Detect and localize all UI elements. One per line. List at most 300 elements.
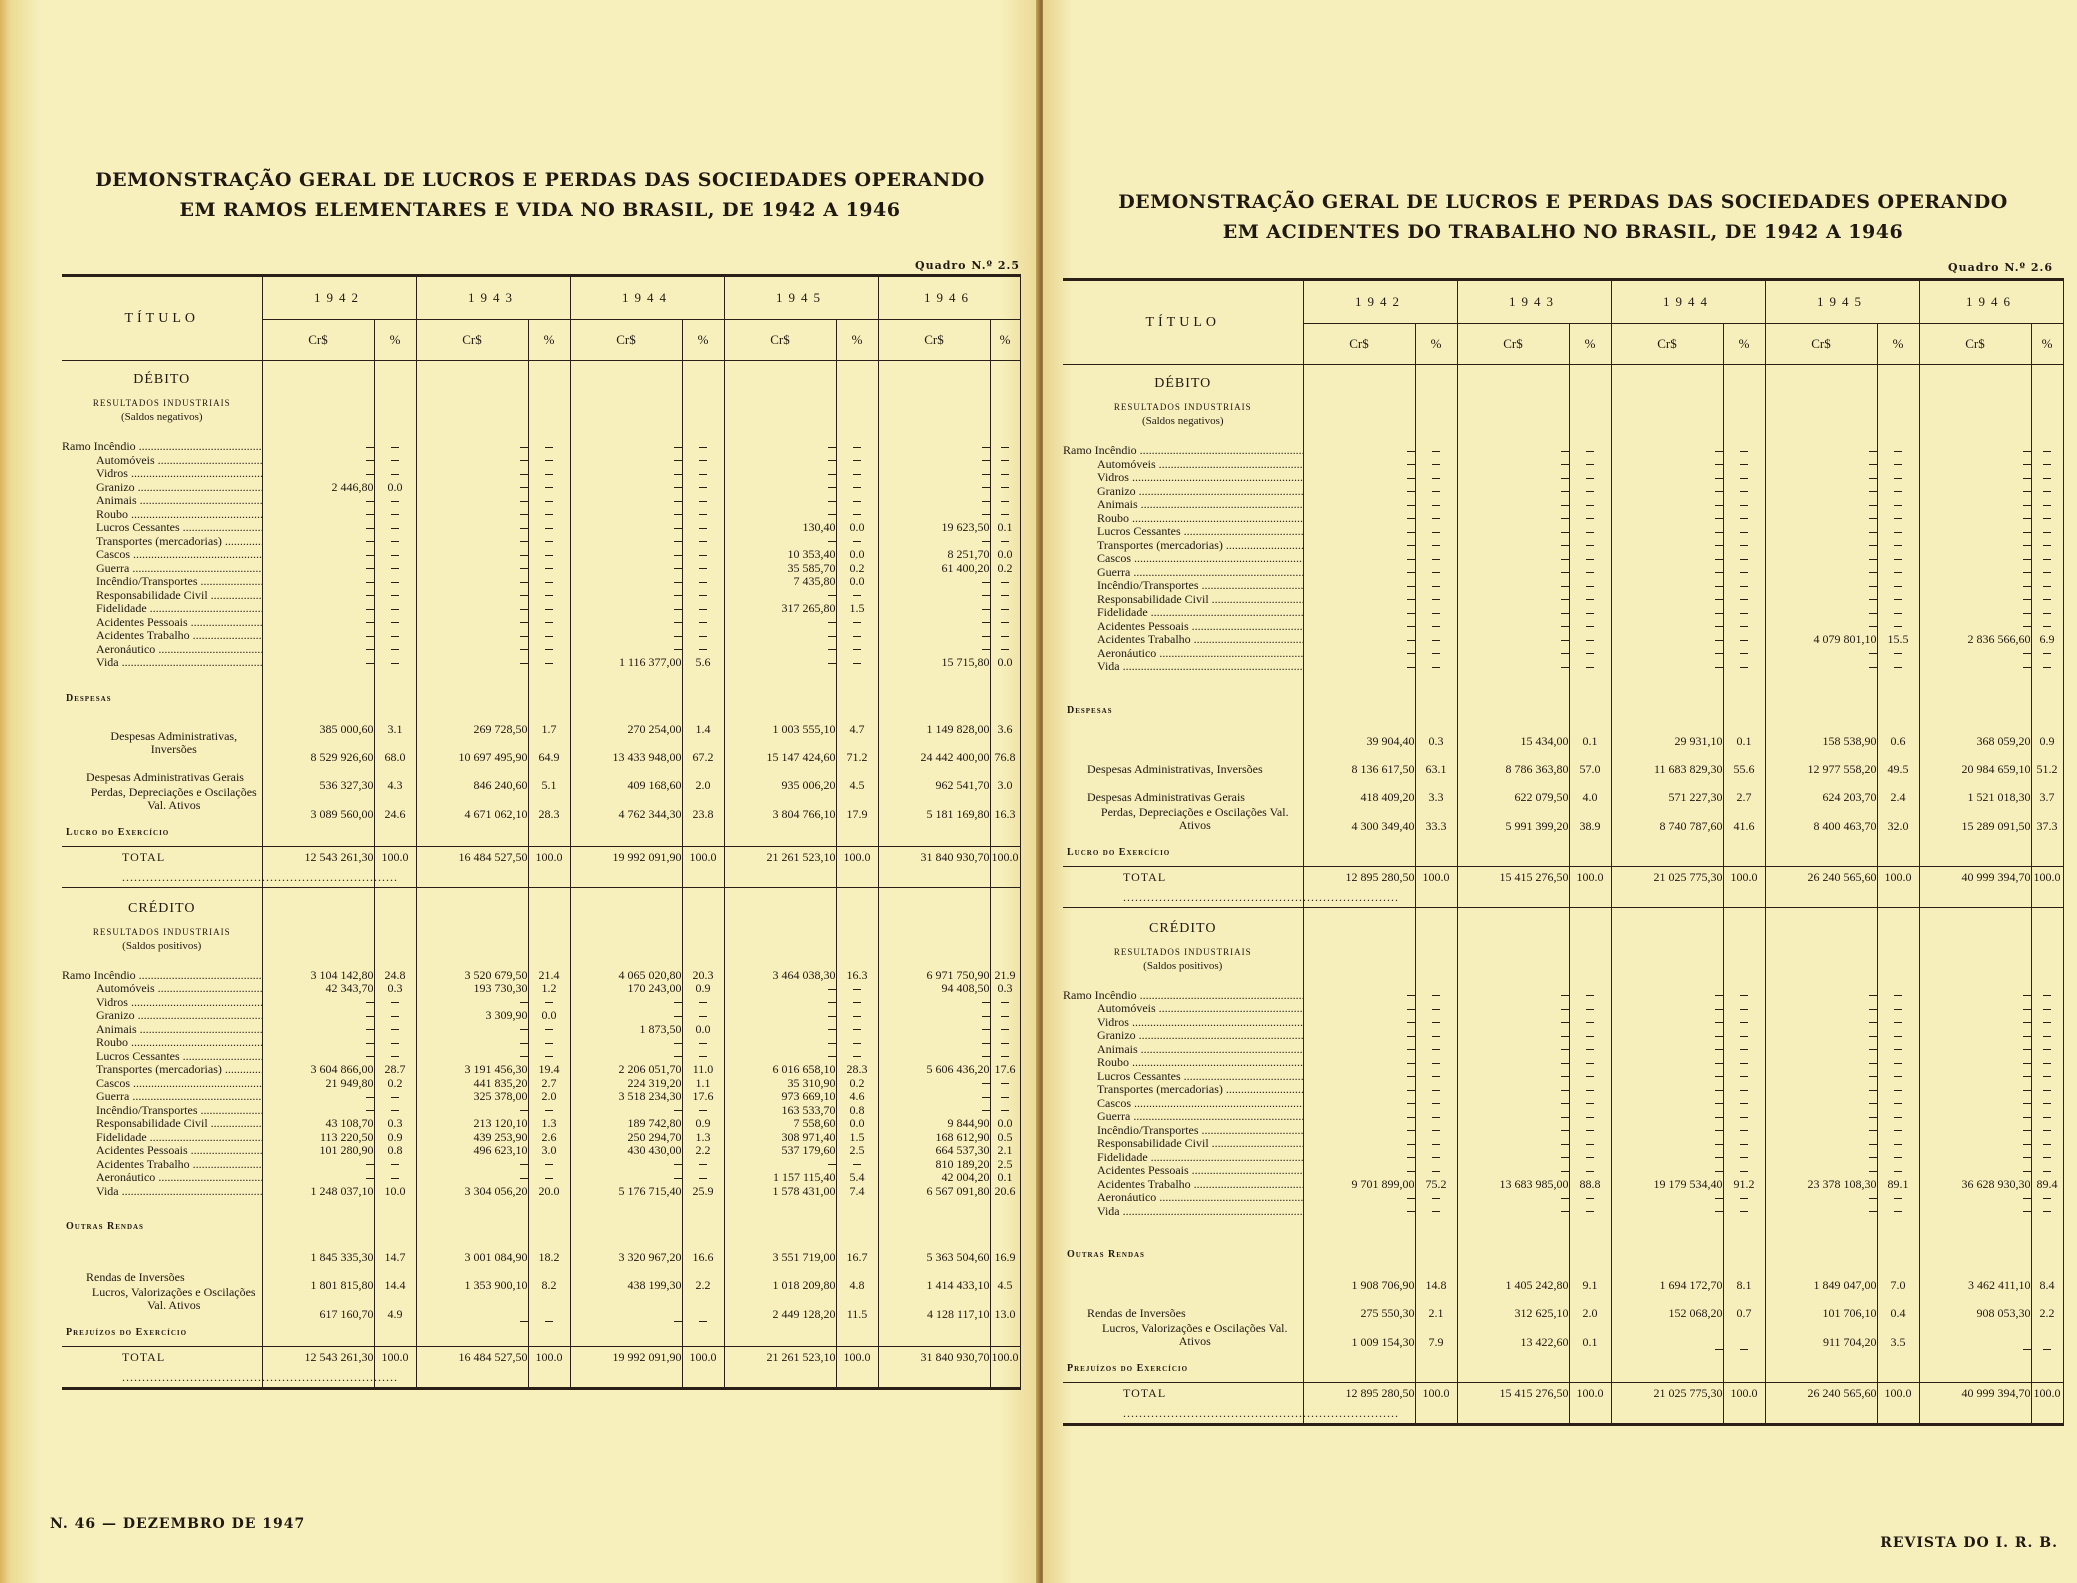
percent-cell <box>683 1009 724 1023</box>
total-amount-cell: 19 992 091,90 <box>570 1347 682 1389</box>
amount-cell <box>571 440 682 454</box>
amount-cell: 3 518 234,30 <box>618 1089 682 1103</box>
amount-cell: 193 730,30 <box>473 981 528 995</box>
dash-mark <box>1586 1063 1594 1064</box>
percent-cell <box>1724 1056 1765 1070</box>
percent-cell <box>2032 1016 2063 1030</box>
percent-cell: 2.7 <box>541 1075 557 1090</box>
percent-cell <box>1878 593 1919 607</box>
percent-cell <box>1724 633 1765 647</box>
percent-cell <box>529 1050 570 1064</box>
year-header-1945: 1945 <box>724 276 878 320</box>
percent-cell <box>529 440 570 454</box>
spacer-cell <box>1766 1218 1877 1264</box>
percent-cell <box>375 1050 416 1064</box>
dash-mark <box>1407 1117 1415 1118</box>
dash-mark <box>982 501 990 502</box>
dash-mark <box>2023 545 2031 546</box>
dash-mark <box>366 663 374 664</box>
spacer-cell <box>879 670 990 708</box>
amount-cell <box>263 656 374 670</box>
dash-mark <box>1715 464 1723 465</box>
ramo-name: Cascos ..... <box>96 1077 262 1090</box>
dash-mark <box>1586 599 1594 600</box>
amount-cell: 13 433 948,00 <box>612 749 682 764</box>
amount-cell: 2 446,80 <box>331 479 374 494</box>
dash-mark <box>545 541 553 542</box>
amount-cell: 2 206 051,70 <box>618 1062 682 1076</box>
total-amount-cell: 12 543 261,30 <box>262 1347 374 1389</box>
dash-mark <box>1894 626 1902 627</box>
amount-cell: 152 068,20 <box>1668 1306 1723 1320</box>
percent-column <box>1723 365 1765 867</box>
dash-mark <box>1407 491 1415 492</box>
amount-cell <box>1612 660 1723 674</box>
dash-mark <box>1432 1198 1440 1199</box>
dash-mark <box>1715 518 1723 519</box>
dash-mark <box>2023 1211 2031 1212</box>
spacer-cell <box>1416 401 1457 414</box>
dash-mark <box>2043 1090 2051 1091</box>
percent-column <box>1723 907 1765 1383</box>
percent-cell <box>837 1050 878 1064</box>
dash-mark <box>366 460 374 461</box>
dash-mark <box>2023 1349 2031 1350</box>
percent-cell <box>1570 498 1611 512</box>
dash-mark <box>674 474 682 475</box>
dash-mark <box>1869 1103 1877 1104</box>
dash-mark <box>2023 667 2031 668</box>
ramo-label <box>62 656 262 670</box>
percent-cell <box>375 1009 416 1023</box>
ramo-name: Aeronáutico ..... <box>96 643 262 656</box>
dash-mark <box>1715 545 1723 546</box>
amount-cell <box>1304 1137 1415 1151</box>
amount-cell <box>1920 1110 2031 1124</box>
dash-mark <box>1561 1049 1569 1050</box>
total-percent-cell: 100.0 <box>374 1347 416 1389</box>
saldos-positivos-label: (Saldos positivos) <box>1143 959 1223 972</box>
value-column <box>262 361 374 847</box>
percent-cell <box>1570 1002 1611 1016</box>
percent-cell: 32.0 <box>1887 818 1909 833</box>
percent-cell: 1.3 <box>541 1116 557 1130</box>
dash-mark <box>853 501 861 502</box>
dash-mark <box>1740 586 1748 587</box>
spacer-cell <box>1304 1218 1415 1264</box>
dash-mark <box>1586 1103 1594 1104</box>
ramo-name: Granizo ..... <box>96 1009 262 1022</box>
dash-mark <box>1869 1144 1877 1145</box>
currency-unit-header: Cr$ <box>1611 324 1723 365</box>
percent-cell <box>1416 525 1457 539</box>
spacer-cell <box>1570 946 1611 959</box>
ramo-label <box>1063 1137 1303 1151</box>
spacer-cell <box>375 397 416 410</box>
amount-cell <box>1766 525 1877 539</box>
amount-cell <box>1920 539 2031 553</box>
dash-mark <box>1407 626 1415 627</box>
amount-cell <box>571 521 682 535</box>
dash-mark <box>1586 1009 1594 1010</box>
dash-mark <box>2023 1171 2031 1172</box>
dash-mark <box>1740 545 1748 546</box>
dash-mark <box>1715 1090 1723 1091</box>
ramo-label <box>1063 633 1303 647</box>
dash-mark <box>853 649 861 650</box>
amount-cell <box>1920 552 2031 566</box>
value-column <box>1303 365 1415 867</box>
spacer-cell <box>991 939 1020 969</box>
percent-cell <box>837 589 878 603</box>
percent-cell: 2.7 <box>1736 789 1752 804</box>
renda-name: Lucros, Valorizações e Oscilações Val. Ativos <box>1102 1321 1288 1348</box>
spacer-cell <box>263 369 374 397</box>
spacer-cell <box>1766 373 1877 401</box>
amount-cell <box>417 589 528 603</box>
percent-cell: 24.8 <box>384 967 406 982</box>
header-row-years <box>1063 280 2063 324</box>
dash-mark <box>391 649 399 650</box>
dash-mark <box>1715 1171 1723 1172</box>
spacer-cell <box>571 397 682 410</box>
amount-cell <box>571 629 682 643</box>
percent-cell <box>1724 1164 1765 1178</box>
percent-cell: 7.9 <box>1428 1335 1444 1349</box>
percent-cell <box>1416 1151 1457 1165</box>
dash-mark <box>391 663 399 664</box>
percent-cell <box>2032 485 2063 499</box>
ramo-label <box>1063 647 1303 661</box>
amount-cell <box>1612 1137 1723 1151</box>
dash-mark <box>828 474 836 475</box>
dash-mark <box>1715 505 1723 506</box>
amount-cell <box>1920 1205 2031 1219</box>
spacer-cell <box>1570 918 1611 946</box>
spacer-cell <box>991 369 1020 397</box>
percent-cell <box>1416 606 1457 620</box>
percent-cell <box>1878 1151 1919 1165</box>
amount-cell <box>1920 1191 2031 1205</box>
amount-cell <box>1766 444 1877 458</box>
dash-mark <box>1740 1117 1748 1118</box>
total-amount-cell: 16 484 527,50 <box>416 846 528 887</box>
spacer-cell <box>375 939 416 969</box>
percent-cell <box>991 589 1020 603</box>
spacer-cell <box>683 939 724 969</box>
amount-cell <box>725 643 836 657</box>
dash-mark <box>699 582 707 583</box>
dash-mark <box>1715 626 1723 627</box>
percent-cell <box>529 996 570 1010</box>
amount-cell: 15 289 091,50 <box>1961 818 2031 833</box>
spacer-cell <box>837 939 878 969</box>
ramo-name: Cascos ..... <box>1097 1097 1303 1110</box>
dash-mark <box>674 514 682 515</box>
dash-mark <box>520 609 528 610</box>
amount-cell: 1 003 555,10 <box>772 721 836 736</box>
amount-cell <box>571 589 682 603</box>
ramo-label <box>62 996 262 1010</box>
percent-cell: 1.3 <box>695 1129 711 1144</box>
amount-cell <box>263 1023 374 1037</box>
amount-cell <box>725 996 836 1010</box>
spacer-cell <box>725 397 836 410</box>
dash-mark <box>1432 1036 1440 1037</box>
percent-cell: 4.5 <box>997 1278 1013 1292</box>
ramo-name: Fidelidade ..... <box>96 1131 262 1144</box>
amount-cell <box>1766 1029 1877 1043</box>
percent-cell <box>1878 579 1919 593</box>
percent-cell <box>1878 1002 1919 1016</box>
amount-cell <box>1766 1205 1877 1219</box>
dash-mark <box>1561 1076 1569 1077</box>
despesa-name: Despesas Administrativas Gerais <box>86 769 244 784</box>
amount-cell <box>1920 660 2031 674</box>
despesas-heading: Despesas <box>66 692 112 704</box>
spacer-cell <box>263 1198 374 1236</box>
percent-cell <box>2032 1151 2063 1165</box>
dash-mark <box>2043 653 2051 654</box>
percent-cell <box>1416 498 1457 512</box>
amount-cell <box>1304 579 1415 593</box>
spacer-cell <box>2032 918 2063 946</box>
amount-cell <box>417 656 528 670</box>
dash-mark <box>982 582 990 583</box>
spacer-cell <box>417 939 528 969</box>
dash-mark <box>699 636 707 637</box>
percent-cell <box>1878 1097 1919 1111</box>
percent-cell <box>2032 1070 2063 1084</box>
total-label: TOTAL ..... <box>62 847 262 887</box>
percent-cell <box>1570 1029 1611 1043</box>
spacer-cell <box>1766 946 1877 959</box>
ramo-label <box>1063 1002 1303 1016</box>
dash-mark <box>674 1321 682 1322</box>
amount-cell: 1 521 018,30 <box>1967 789 2031 804</box>
dash-mark <box>1432 1211 1440 1212</box>
percent-cell <box>1570 1043 1611 1057</box>
amount-cell: 312 625,10 <box>1514 1306 1569 1320</box>
dash-mark <box>828 1056 836 1057</box>
outras-rendas-heading: Outras Rendas <box>66 1221 144 1232</box>
amount-cell: 810 189,20 <box>935 1156 990 1171</box>
percent-cell: 21.4 <box>538 967 560 982</box>
dash-mark <box>1407 1211 1415 1212</box>
percent-cell <box>1570 1137 1611 1151</box>
percent-cell <box>1416 1043 1457 1057</box>
ramo-name: Animais ..... <box>96 1023 262 1036</box>
percent-cell <box>1416 633 1457 647</box>
percent-cell <box>1724 1151 1765 1165</box>
ramo-label <box>1063 539 1303 553</box>
percent-column <box>990 887 1020 1347</box>
amount-cell <box>263 1158 374 1172</box>
percent-cell: 16.7 <box>846 1250 868 1264</box>
total-amount-cell: 15 415 276,50 <box>1457 866 1569 907</box>
amount-cell <box>1458 1002 1569 1016</box>
ramo-label <box>1063 606 1303 620</box>
dash-mark <box>1561 1130 1569 1131</box>
year-header-1943: 1943 <box>416 276 570 320</box>
despesas-heading: Despesas <box>1067 704 1113 716</box>
dash-mark <box>674 541 682 542</box>
dash-mark <box>366 609 374 610</box>
amount-cell <box>1766 1002 1877 1016</box>
dash-mark <box>1869 1022 1877 1023</box>
amount-cell: 43 108,70 <box>325 1116 374 1130</box>
amount-cell: 935 006,20 <box>781 777 836 792</box>
amount-cell <box>725 1050 836 1064</box>
percent-cell <box>991 1023 1020 1037</box>
percent-cell: 2.0 <box>1582 1306 1598 1320</box>
ramo-label <box>1063 512 1303 526</box>
dash-mark <box>2023 613 2031 614</box>
total-amount-cell: 40 999 394,70 <box>1919 1383 2031 1425</box>
year-header-1942: 1942 <box>1303 280 1457 324</box>
percent-cell <box>837 1009 878 1023</box>
spacer-cell <box>417 410 528 440</box>
spacer-cell <box>1612 401 1723 414</box>
ramo-label <box>62 440 262 454</box>
percent-cell <box>375 440 416 454</box>
dash-mark <box>828 636 836 637</box>
ramo-label <box>62 589 262 603</box>
amount-cell <box>571 1171 682 1185</box>
ramo-name: Acidentes Pessoais ..... <box>1097 620 1303 633</box>
percent-cell <box>2032 647 2063 661</box>
percent-cell <box>1878 1124 1919 1138</box>
dash-mark <box>674 1043 682 1044</box>
percent-cell <box>375 643 416 657</box>
dash-mark <box>1740 451 1748 452</box>
despesa-name: Despesas Administrativas, Inversões <box>1087 761 1263 776</box>
dash-mark <box>674 487 682 488</box>
dash-mark <box>853 663 861 664</box>
percent-cell: 28.3 <box>538 806 560 821</box>
amount-cell <box>725 440 836 454</box>
spacer-cell <box>683 670 724 708</box>
dash-mark <box>366 1002 374 1003</box>
dash-mark <box>699 528 707 529</box>
amount-cell <box>1458 458 1569 472</box>
dash-mark <box>545 1002 553 1003</box>
amount-cell: 35 585,70 <box>787 560 836 575</box>
dash-mark <box>1740 559 1748 560</box>
dash-mark <box>699 1016 707 1017</box>
dash-mark <box>391 609 399 610</box>
amount-cell: 441 835,20 <box>473 1075 528 1090</box>
amount-cell: 6 016 658,10 <box>772 1062 836 1076</box>
percent-cell: 0.9 <box>695 1116 711 1130</box>
amount-cell <box>571 1158 682 1172</box>
amount-cell <box>879 454 990 468</box>
spacer-cell <box>417 670 528 708</box>
credit-heading: CRÉDITO <box>128 900 196 916</box>
percent-cell <box>991 1009 1020 1023</box>
dash-mark <box>1586 478 1594 479</box>
amount-cell: 275 550,30 <box>1360 1306 1415 1320</box>
dash-mark <box>1001 649 1009 650</box>
dash-mark <box>853 1002 861 1003</box>
spacer-cell <box>1570 1218 1611 1264</box>
amount-cell <box>417 1050 528 1064</box>
percent-cell: 0.3 <box>387 1116 403 1130</box>
amount-cell <box>1612 498 1723 512</box>
dash-mark <box>699 487 707 488</box>
percent-cell <box>375 562 416 576</box>
credit-heading: CRÉDITO <box>1149 920 1217 936</box>
amount-cell: 1 578 431,00 <box>772 1183 836 1198</box>
dash-mark <box>1001 582 1009 583</box>
percent-cell: 20.6 <box>994 1183 1016 1198</box>
amount-cell: 19 179 534,40 <box>1653 1176 1723 1191</box>
amount-cell: 3 520 679,50 <box>464 967 528 982</box>
dash-mark <box>545 663 553 664</box>
renda-label <box>1063 1320 1303 1348</box>
dash-mark <box>1586 1198 1594 1199</box>
amount-cell <box>263 440 374 454</box>
percent-cell: 64.9 <box>538 749 560 764</box>
amount-cell <box>1920 1151 2031 1165</box>
percent-cell <box>1878 1016 1919 1030</box>
amount-cell <box>1920 566 2031 580</box>
dash-mark <box>1561 1198 1569 1199</box>
dash-mark <box>1561 1090 1569 1091</box>
dash-mark <box>1407 1076 1415 1077</box>
ramo-name: Guerra ..... <box>96 1090 262 1103</box>
spacer-cell <box>1878 918 1919 946</box>
percent-cell <box>1724 471 1765 485</box>
amount-cell: 911 704,20 <box>1822 1335 1877 1349</box>
amount-cell <box>1304 498 1415 512</box>
percent-cell: 0.1 <box>997 1170 1013 1184</box>
amount-cell <box>879 996 990 1010</box>
dash-mark <box>520 636 528 637</box>
spacer-cell <box>375 898 416 926</box>
amount-cell <box>1766 1070 1877 1084</box>
amount-cell: 61 400,20 <box>941 560 990 575</box>
percent-cell <box>1570 647 1611 661</box>
amount-cell <box>1458 579 1569 593</box>
percent-cell <box>1724 525 1765 539</box>
percent-cell <box>1570 1083 1611 1097</box>
value-column <box>1457 907 1569 1383</box>
percent-cell <box>2032 1205 2063 1219</box>
dash-mark <box>2023 599 2031 600</box>
percent-cell <box>1416 579 1457 593</box>
dash-mark <box>674 447 682 448</box>
percent-cell <box>375 494 416 508</box>
spacer-cell <box>1570 373 1611 401</box>
dash-mark <box>1586 1022 1594 1023</box>
dash-mark <box>1894 653 1902 654</box>
dash-mark <box>699 595 707 596</box>
dash-mark <box>2043 518 2051 519</box>
spacer-cell <box>837 670 878 708</box>
amount-cell <box>1612 1083 1723 1097</box>
percent-cell: 0.4 <box>1890 1306 1906 1320</box>
dash-mark <box>1586 505 1594 506</box>
dash-mark <box>828 487 836 488</box>
dash-mark <box>366 474 374 475</box>
dash-mark <box>1894 1022 1902 1023</box>
debit-total-label-cell <box>62 846 262 887</box>
renda-name: Rendas de Inversões <box>1087 1306 1186 1320</box>
ramo-label <box>1063 552 1303 566</box>
dash-mark <box>982 474 990 475</box>
amount-cell: 3 804 766,10 <box>772 806 836 821</box>
